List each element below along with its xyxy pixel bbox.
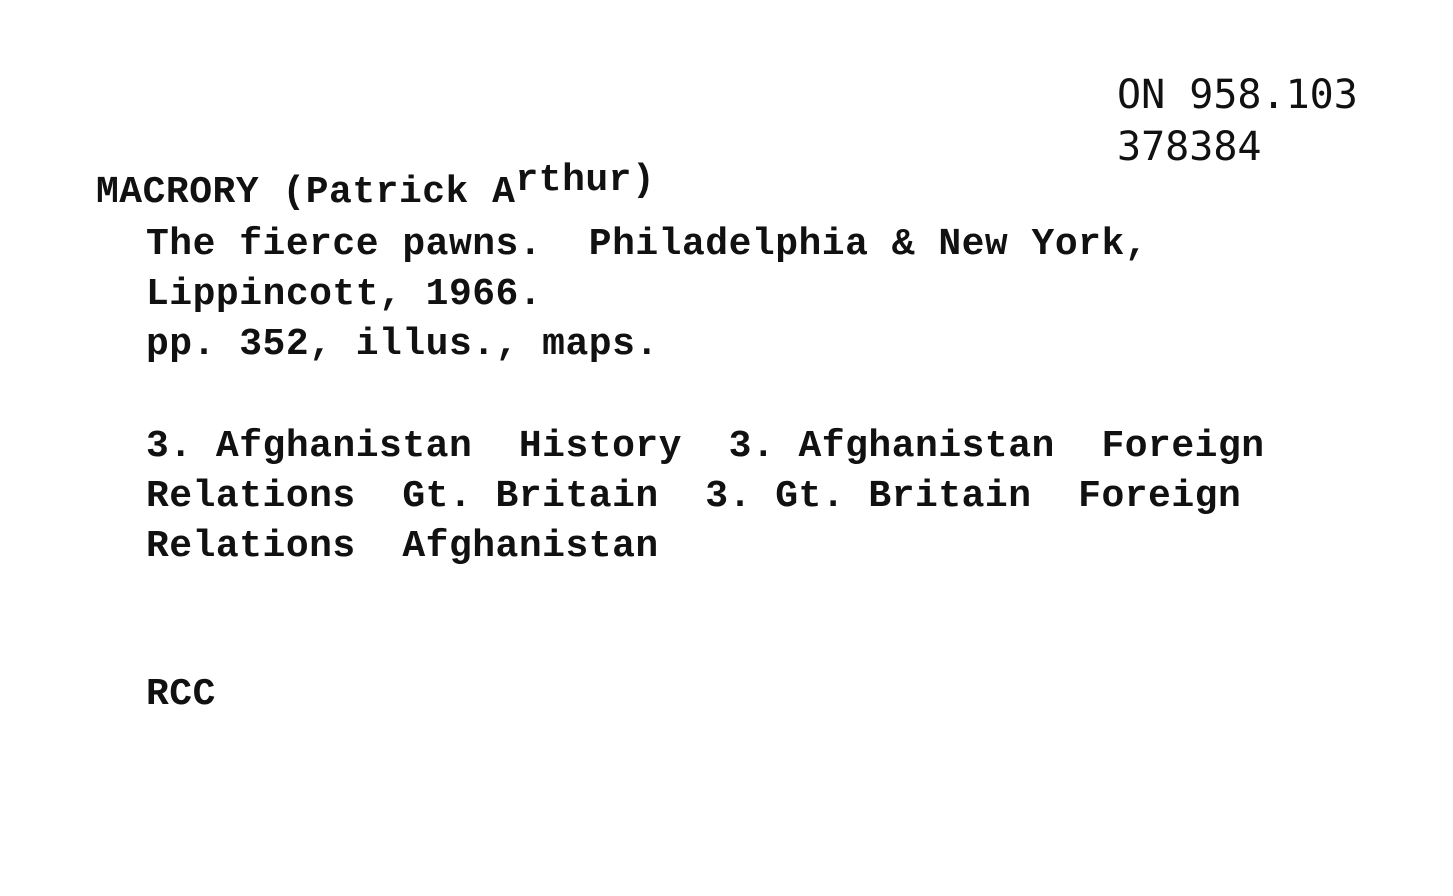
author-name: MACRORY (Patrick A [96,171,516,214]
title-line-3: pp. 352, illus., maps. [146,323,659,366]
author-name-superscript: rthur) [515,159,656,202]
subject-line-2: Relations Gt. Britain 3. Gt. Britain Foreign [146,475,1242,518]
title-line-2: Lippincott, 1966. [146,273,543,316]
call-number-line-2: 378384 [1117,124,1262,170]
subject-line-3: Relations Afghanistan [146,525,659,568]
footer-code: RCC [146,673,216,716]
author-heading [96,159,656,216]
title-line-1: The fierce pawns. Philadelphia & New York, [146,223,1149,266]
subject-line-1: 3. Afghanistan History 3. Afghanistan Foreign [146,425,1265,468]
call-number-line-1: ON 958.103 [1117,72,1358,118]
